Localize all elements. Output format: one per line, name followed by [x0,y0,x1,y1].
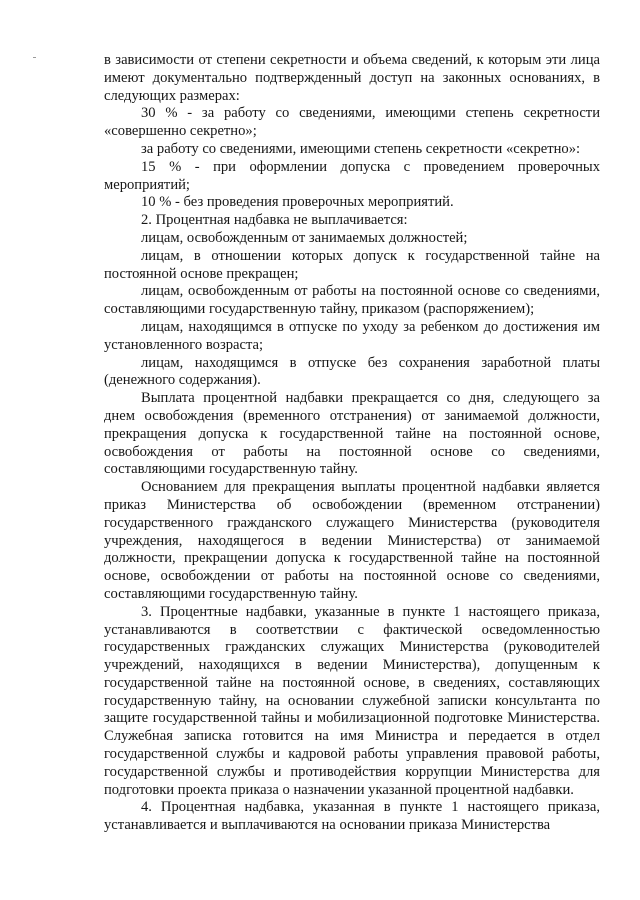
paragraph-secret-heading: за работу со сведениями, имеющими степень секретности «секретно»: [141,140,581,157]
paragraph-exclusion-dismissed: лицам, освобожденным от занимаемых должностей; [141,229,468,246]
paragraph-continuation: в зависимости от степени секретности и объема сведений, к которым эти лица имеют документально подтвержденный доступ на законных основаниях, в следующих размерах: [104,52,600,104]
paragraph-secret-rate-without-checks: 10 % - без проведения проверочных мероприятий. [141,194,454,211]
paragraph-section-3: 3. Процентные надбавки, указанные в пункте 1 настоящего приказа, устанавливаются в соответствии с фактической осведомленностью государственных гражданских служащих Министерства (руководителей учреждений, находящихся в ведении Министерства), допущенным к государственной тайне на постоянной основе, в сведениях, составляющих государственную тайну, на основании служебной записки консультанта по защите государственной тайны и мобилизационной подготовке Министерства. Служебная записка готовится на имя Министра и передается в отдел государственной службы и кадровой работы управления правовой работы, государственной службы и противодействия коррупции Министерства для подготовки проекта приказа о назначении указанной процентной надбавки. [104,603,600,798]
paragraph-section-2-heading: 2. Процентная надбавка не выплачивается: [141,212,408,229]
document-body [104,52,600,835]
paragraph-exclusion-parental-leave: лицам, находящимся в отпуске по уходу за ребенком до достижения им установленного возраста; [104,318,600,353]
paragraph-exclusion-unpaid-leave: лицам, находящимся в отпуске без сохранения заработной платы (денежного содержания). [104,354,600,389]
paragraph-exclusion-access-terminated: лицам, в отношении которых допуск к государственной тайне на постоянной основе прекращен; [104,247,600,282]
paragraph-exclusion-released-from-work: лицам, освобожденным от работы на постоянной основе со сведениями, составляющими государственную тайну, приказом (распоряжением); [104,283,600,318]
paragraph-section-4: 4. Процентная надбавка, указанная в пункте 1 настоящего приказа, устанавливается и выплачиваются на основании приказа Министерства [104,799,600,834]
paragraph-secret-rate-with-checks: 15 % - при оформлении допуска с проведением проверочных мероприятий; [104,158,600,193]
paragraph-payment-termination: Выплата процентной надбавки прекращается со дня, следующего за днем освобождения (временного отстранения) от занимаемой должности, прекращения допуска к государственной тайне на постоянной основе, освобождения от работы на постоянной основе со сведениями, составляющими государственную тайну. [104,390,600,478]
paragraph-top-secret-rate: 30 % - за работу со сведениями, имеющими степень секретности «совершенно секретно»; [104,105,600,140]
paragraph-termination-basis: Основанием для прекращения выплаты процентной надбавки является приказ Министерства об освобождении (временном отстранении) государственного гражданского служащего Министерства (руководителя учреждения, находящегося в ведении Министерства) от занимаемой должности, прекращении допуска к государственной тайне на постоянной основе, освобождении от работы на постоянной основе со сведениями, составляющими государственную тайну. [104,479,600,602]
scan-mark [33,57,36,58]
